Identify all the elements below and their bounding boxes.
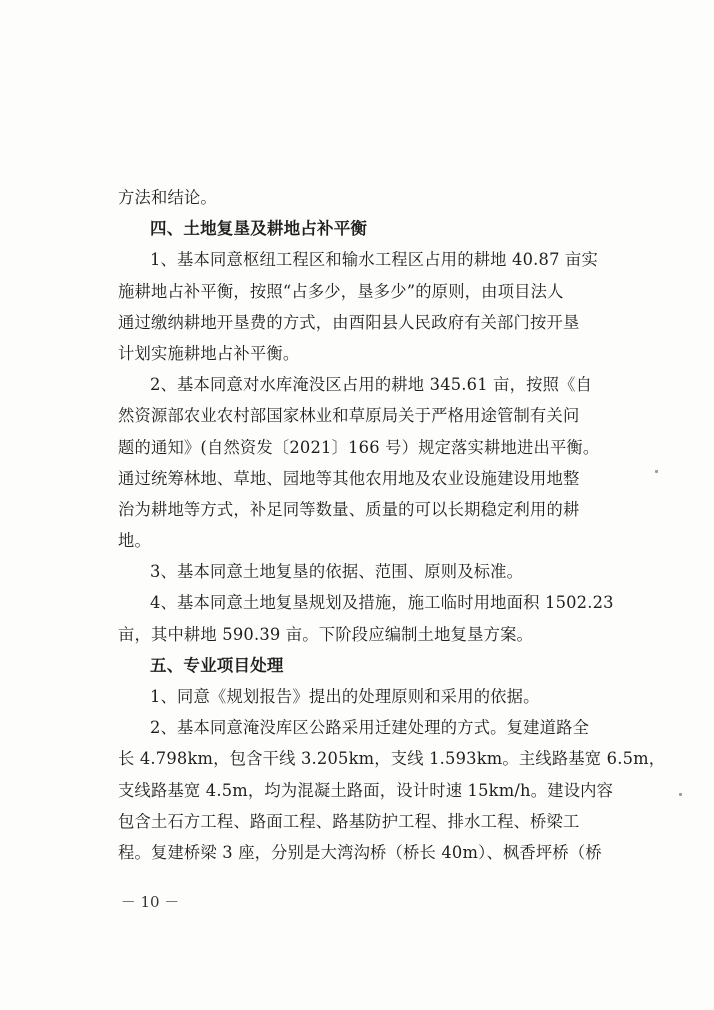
paragraph-first-line: 1、基本同意枢纽工程区和输水工程区占用的耕地 40.87 亩实 — [150, 250, 598, 270]
scan-speck — [655, 470, 658, 473]
paragraph-first-line: 4、基本同意土地复垦规划及措施，施工临时用地面积 1502.23 — [150, 593, 614, 613]
body-text — [118, 182, 666, 868]
paragraph-line: 题的通知》(自然资发〔2021〕166 号）规定落实耕地进出平衡。 — [118, 437, 600, 457]
scan-speck — [679, 793, 682, 796]
paragraph-line: 通过统筹林地、草地、园地等其他农用地及农业设施建设用地整 — [118, 468, 580, 488]
paragraph-line: 地。 — [118, 531, 151, 551]
page-number: － 10 － — [120, 893, 180, 911]
paragraph-line: 程。复建桥梁 3 座，分别是大湾沟桥（桥长 40m）、枫香坪桥（桥 — [118, 842, 602, 862]
paragraph-first-line: 2、基本同意淹没库区公路采用迁建处理的方式。复建道路全 — [150, 718, 590, 738]
paragraph-first-line: 3、基本同意土地复垦的依据、范围、原则及标准。 — [150, 562, 524, 582]
section-heading: 五、专业项目处理 — [150, 655, 284, 675]
paragraph-line: 支线路基宽 4.5m，均为混凝土路面，设计时速 15km/h。建设内容 — [118, 780, 614, 800]
paragraph-first-line: 1、同意《规划报告》提出的处理原则和采用的依据。 — [150, 687, 540, 706]
paragraph-first-line: 2、基本同意对水库淹没区占用的耕地 345.61 亩，按照《自 — [150, 375, 593, 395]
paragraph-line: 然资源部农业农村部国家林业和草原局关于严格用途管制有关问 — [118, 406, 580, 426]
paragraph-line: 亩，其中耕地 590.39 亩。下阶段应编制土地复垦方案。 — [118, 624, 534, 644]
paragraph-line: 计划实施耕地占补平衡。 — [118, 343, 300, 363]
paragraph-line: 施耕地占补平衡，按照“占多少，垦多少”的原则，由项目法人 — [118, 281, 564, 301]
paragraph-line: 治为耕地等方式，补足同等数量、质量的可以长期稳定利用的耕 — [118, 499, 580, 519]
section-heading: 四、土地复垦及耕地占补平衡 — [150, 219, 368, 239]
paragraph-line: 方法和结论。 — [118, 188, 217, 207]
paragraph-line: 包含土石方工程、路面工程、路基防护工程、排水工程、桥梁工 — [118, 811, 580, 831]
paragraph-line: 长 4.798km，包含干线 3.205km，支线 1.593km。主线路基宽 6.5m， — [118, 749, 666, 769]
paragraph-line: 通过缴纳耕地开垦费的方式，由酉阳县人民政府有关部门按开垦 — [118, 312, 580, 332]
